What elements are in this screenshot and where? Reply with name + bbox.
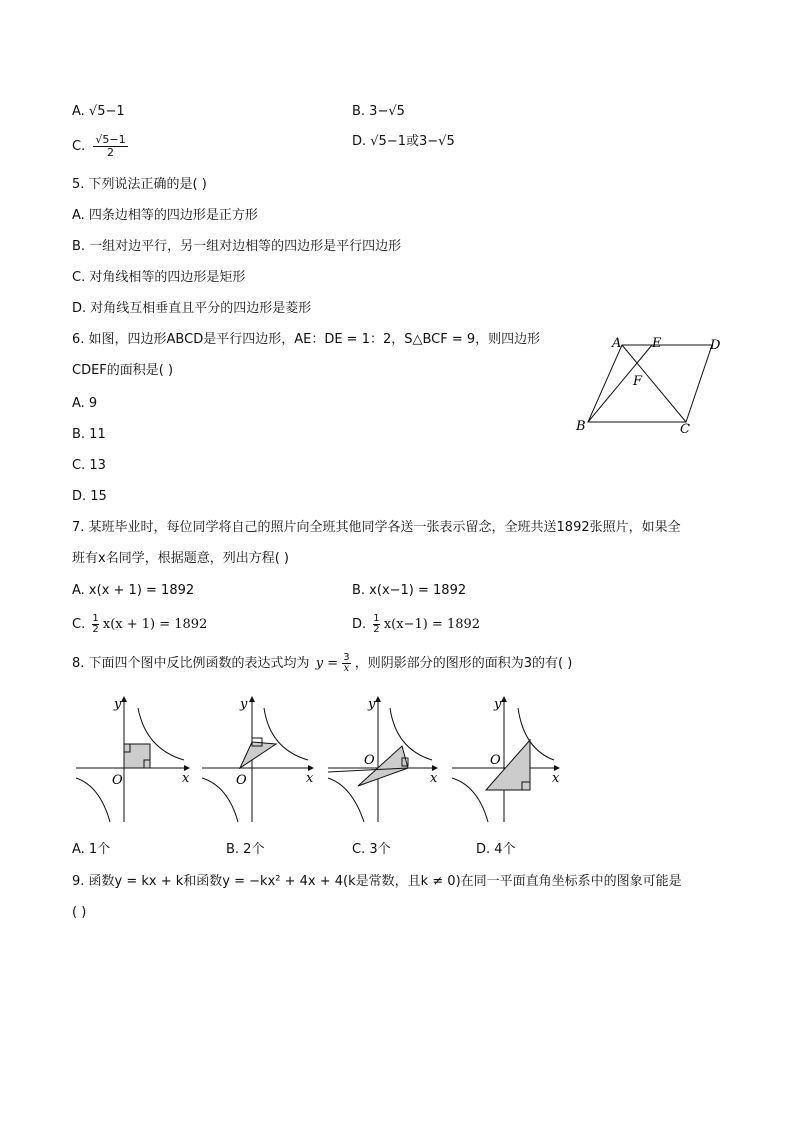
- q7-option-b: B. x(x−1) = 1892: [352, 583, 467, 598]
- q8-option-a: A. 1个: [72, 842, 111, 857]
- q5-option-d: D. 对角线互相垂直且平分的四边形是菱形: [72, 301, 312, 316]
- q7-option-c-expression: x(x + 1) = 1892: [102, 617, 208, 632]
- q7-option-d-denominator: 2: [373, 624, 380, 635]
- x-axis-label: x: [182, 771, 190, 786]
- q4-option-c: [72, 134, 128, 159]
- q7-option-d-numerator: 1: [373, 613, 380, 624]
- y-axis-label: y: [240, 697, 248, 712]
- q8-graph-1: [72, 694, 197, 829]
- q8-graph-4: [448, 694, 573, 829]
- label-b: B: [576, 419, 586, 434]
- q9-stem-line1: 9. 函数y = kx + k和函数y = −kx² + 4x + 4(k是常数，且k ≠ 0)在同一平面直角坐标系中的图象可能是: [72, 874, 682, 889]
- label-f: F: [633, 374, 643, 389]
- q7-option-d-fraction: [373, 614, 379, 635]
- q6-option-d: D. 15: [72, 489, 107, 504]
- q8-stem-post: ，则阴影部分的图形的面积为3的有( ): [354, 656, 573, 671]
- q4-option-c-fraction: [93, 134, 127, 159]
- hyperbola-branch-left: [452, 778, 488, 822]
- label-e: E: [652, 336, 662, 351]
- origin-label: O: [490, 753, 501, 768]
- q5-stem: 5. 下列说法正确的是( ): [72, 177, 207, 192]
- q4-option-a: A. √5−1: [72, 104, 125, 119]
- y-axis-label: y: [114, 697, 122, 712]
- x-axis-label: x: [306, 771, 314, 786]
- q8-option-d: D. 4个: [476, 842, 516, 857]
- q7-option-d-label: D.: [352, 617, 367, 632]
- q6-parallelogram-figure: [570, 330, 730, 440]
- q6-stem-line1: 6. 如图，四边形ABCD是平行四边形，AE：DE = 1：2，S△BCF = 9，则四边形: [72, 332, 541, 347]
- hyperbola-branch-left: [328, 778, 364, 822]
- q7-option-c-denominator: 2: [92, 624, 99, 635]
- q4-option-c-numerator: √5−1: [95, 133, 126, 146]
- y-axis-arrow-icon: [121, 696, 127, 702]
- hyperbola-branch-left: [76, 778, 110, 822]
- q4-option-d: D. √5−1或3−√5: [352, 134, 455, 149]
- label-a: A: [612, 336, 622, 351]
- q8-stem: [72, 653, 572, 674]
- diagonal-ac: [622, 345, 686, 422]
- q8-stem-pre: 8. 下面四个图中反比例函数的表达式均为: [72, 656, 310, 671]
- hyperbola-branch-left: [202, 778, 238, 822]
- q8-option-c: C. 3个: [352, 842, 391, 857]
- q6-stem-line2: CDEF的面积是( ): [72, 363, 174, 378]
- q7-stem-line2: 班有x名同学，根据题意，列出方程( ): [72, 551, 289, 566]
- q7-option-a: A. x(x + 1) = 1892: [72, 583, 195, 598]
- hyperbola-branch-right: [264, 708, 308, 760]
- q8-graph-3: [324, 694, 449, 829]
- q5-option-b: B. 一组对边平行，另一组对边相等的四边形是平行四边形: [72, 239, 402, 254]
- q5-option-c: C. 对角线相等的四边形是矩形: [72, 270, 246, 285]
- q4-option-b: B. 3−√5: [352, 104, 405, 119]
- q7-option-c-label: C.: [72, 617, 86, 632]
- segment-be: [588, 345, 652, 422]
- q6-option-b: B. 11: [72, 427, 106, 442]
- q6-option-c: C. 13: [72, 458, 106, 473]
- parallelogram-outline: [588, 345, 712, 422]
- q7-stem-line1: 7. 某班毕业时，每位同学将自己的照片向全班其他同学各送一张表示留念，全班共送1892张照片，如果全: [72, 520, 681, 535]
- q8-stem-y: y =: [315, 656, 339, 671]
- q7-option-d: [352, 614, 480, 635]
- q6-option-a: A. 9: [72, 396, 98, 411]
- x-axis-label: x: [552, 771, 560, 786]
- q7-option-d-expression: x(x−1) = 1892: [383, 617, 481, 632]
- origin-label: O: [236, 773, 247, 788]
- q7-option-c-numerator: 1: [92, 613, 99, 624]
- q8-stem-denominator: x: [343, 663, 350, 674]
- q8-option-b: B. 2个: [226, 842, 265, 857]
- origin-label: O: [364, 753, 375, 768]
- y-axis-arrow-icon: [501, 696, 507, 702]
- q9-stem-line2: ( ): [72, 905, 87, 920]
- shaded-rectangle: [124, 744, 150, 768]
- q4-option-c-label: C.: [72, 139, 86, 154]
- x-axis-label: x: [430, 771, 438, 786]
- q5-option-a: A. 四条边相等的四边形是正方形: [72, 208, 258, 223]
- q7-option-c-fraction: [92, 614, 98, 635]
- q7-option-c: [72, 614, 207, 635]
- q8-stem-numerator: 3: [343, 652, 350, 663]
- label-d: D: [710, 338, 721, 353]
- q4-option-c-denominator: 2: [106, 146, 114, 159]
- q8-graph-2: [198, 694, 323, 829]
- q8-stem-fraction: [342, 653, 350, 674]
- origin-label: O: [112, 773, 123, 788]
- y-axis-label: y: [494, 697, 502, 712]
- label-c: C: [680, 422, 690, 437]
- y-axis-label: y: [368, 697, 376, 712]
- y-axis-arrow-icon: [375, 696, 381, 702]
- y-axis-arrow-icon: [249, 696, 255, 702]
